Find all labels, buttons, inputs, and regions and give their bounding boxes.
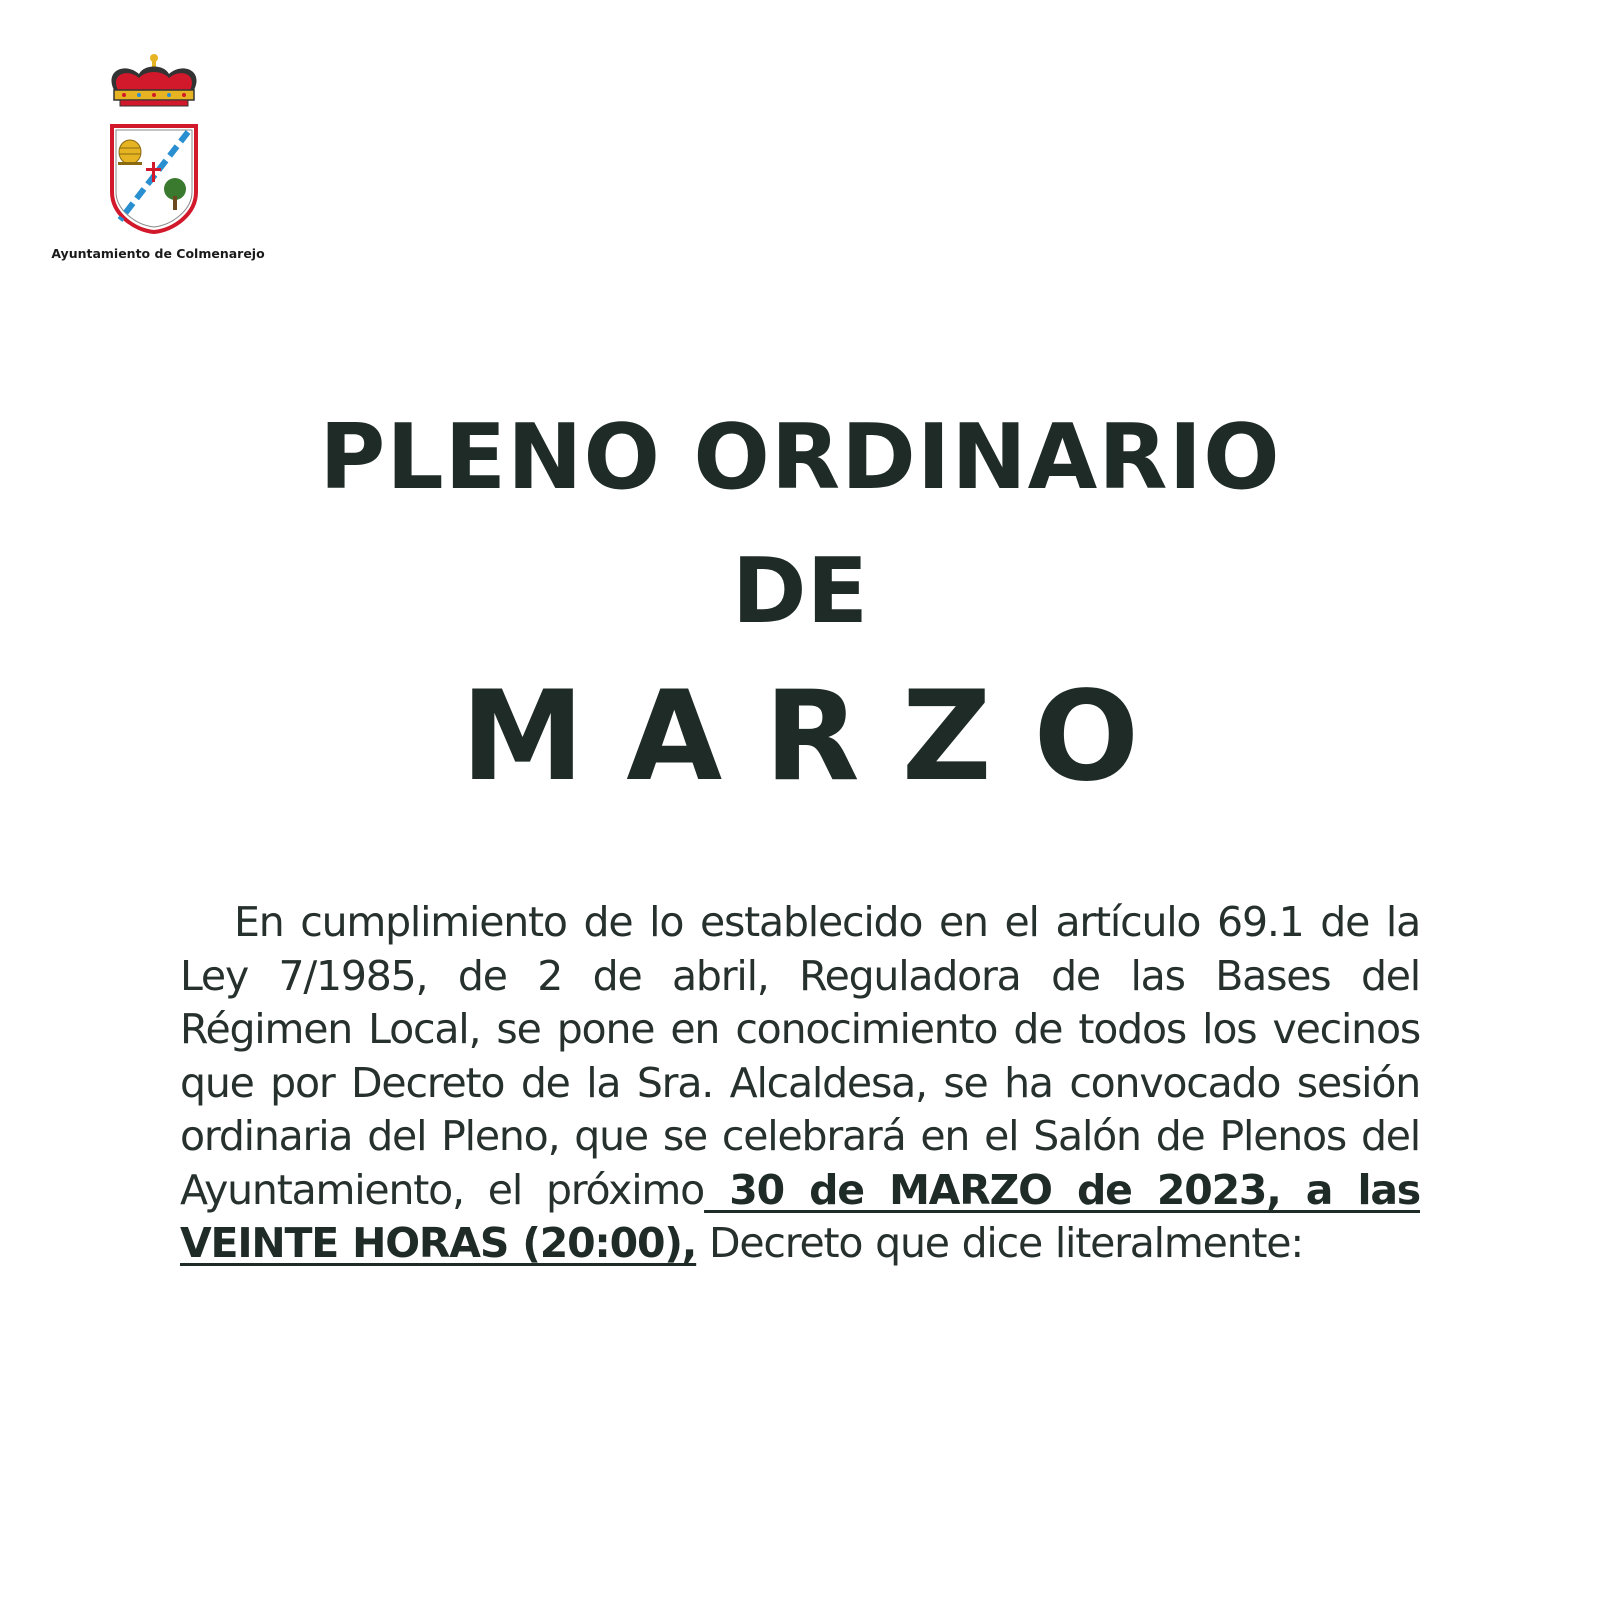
title-line-1: PLENO ORDINARIO [319,405,1281,510]
meeting-date: 30 de MARZO de 2023, a las VEINTE HORAS (20:00), [180,1165,1420,1267]
body-intro: En cumplimiento de lo establecido en el artículo 69.1 de la Ley 7/1985, de 2 de abril, Reguladora de las Bases del Régimen Local, se pone en conocimiento de todos los vecinos que por Decreto de la Sra. Alcaldesa, se ha convocado sesión ordinaria del Pleno, que se celebrará en el Salón de Plenos del Ayuntamiento, el próximo [180,898,1420,1214]
body-outro: Decreto que dice literalmente: [696,1219,1303,1267]
announcement-body [180,896,1420,1271]
crown-icon [111,54,196,106]
coat-of-arms-icon [104,52,214,237]
shield-icon [112,126,196,232]
title-line-3: MARZO [460,665,1182,809]
title-line-2: DE [731,539,869,644]
logo-caption: Ayuntamiento de Colmenarejo [51,246,265,261]
municipal-logo [48,52,268,272]
